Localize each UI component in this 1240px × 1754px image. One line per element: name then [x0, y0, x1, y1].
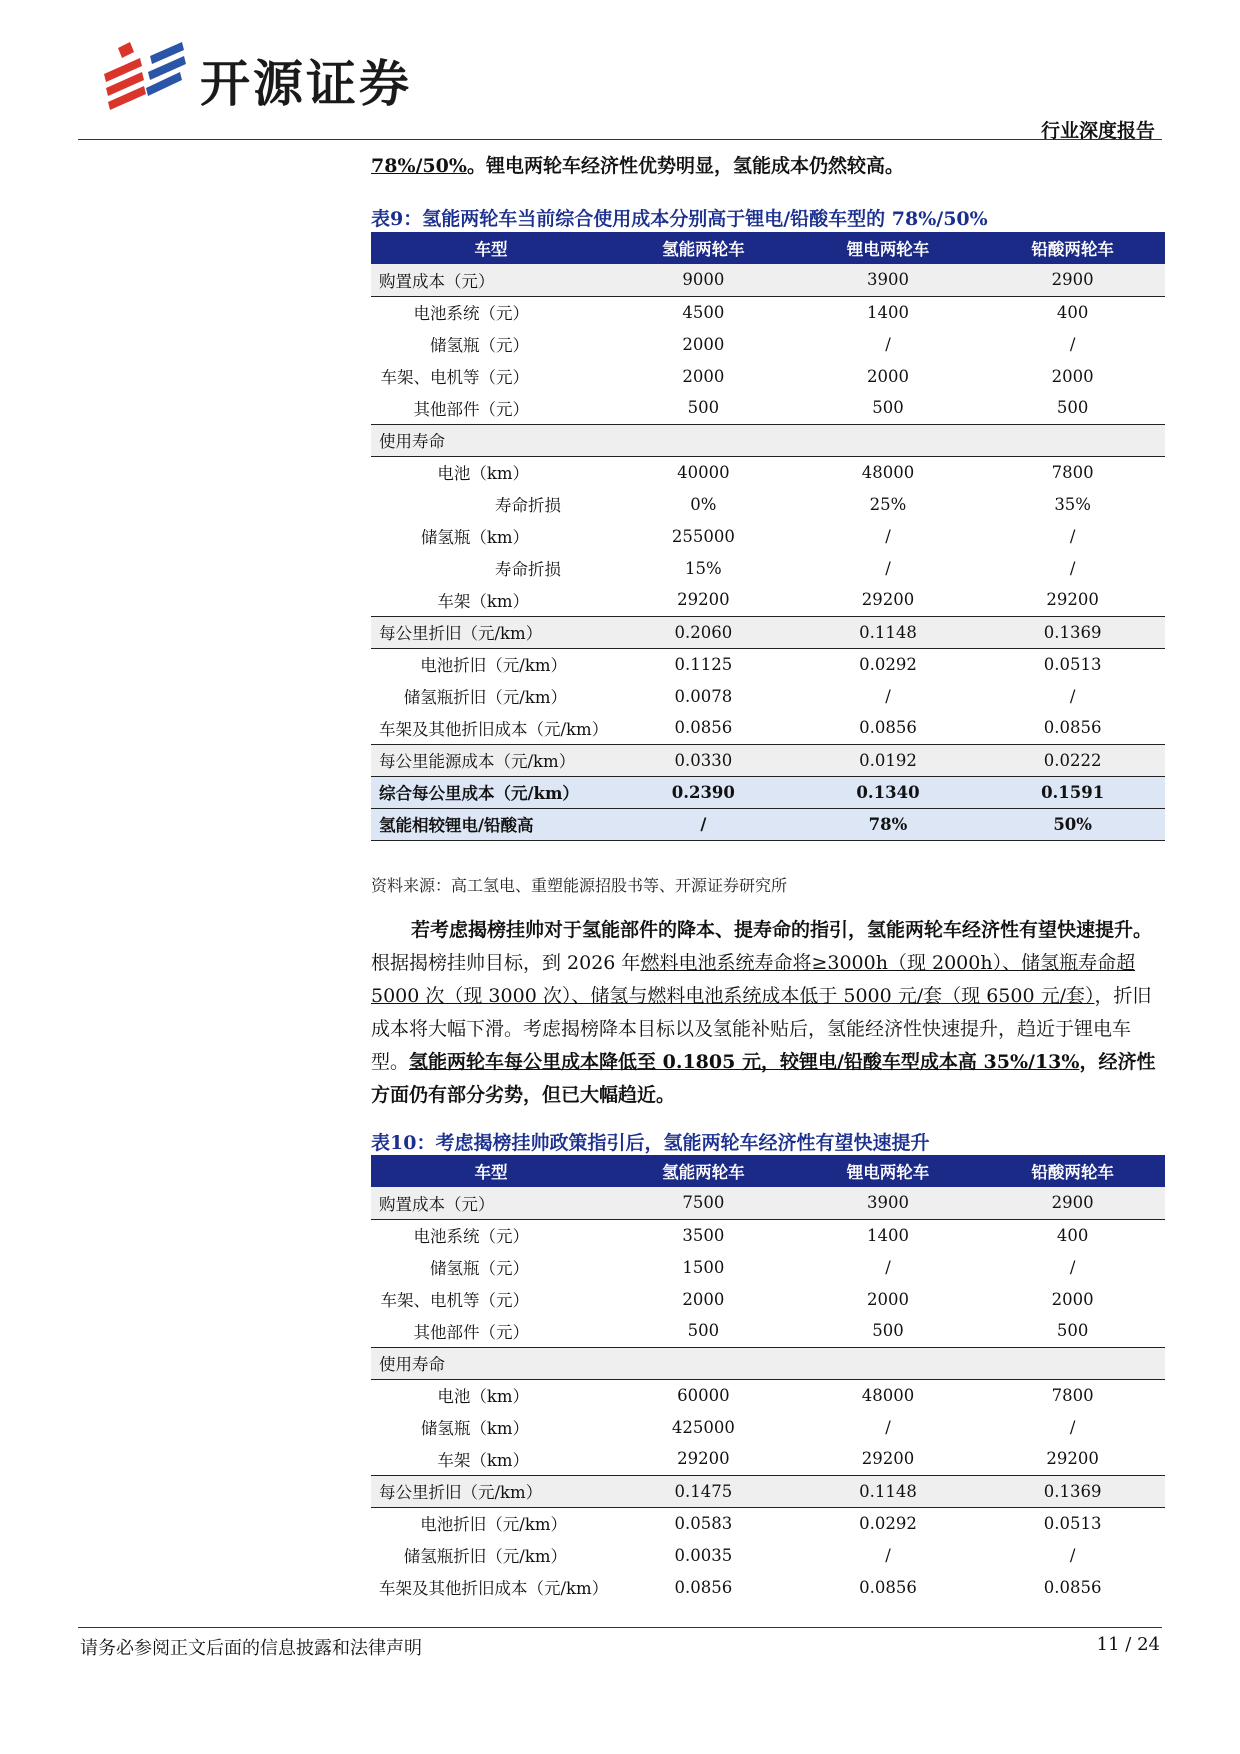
table-cell: 0.1369 [980, 1475, 1165, 1507]
brand-name: 开源证券 [200, 55, 412, 113]
table-cell: 0.1125 [674, 654, 733, 674]
table-row [371, 1539, 1165, 1571]
row-label: 车架、电机等（元） [380, 368, 529, 387]
table-cell: / [885, 1257, 891, 1277]
table-row [371, 328, 1165, 360]
row-label: 购置成本（元） [371, 1187, 611, 1219]
table9-source: 资料来源：高工氢电、重塑能源招股书等、开源证券研究所 [371, 876, 788, 895]
table-header-row [371, 232, 1165, 264]
row-label: 储氢瓶（km） [420, 528, 529, 547]
table-cell: 0.0078 [674, 686, 733, 706]
table-cell: 29200 [796, 584, 981, 616]
row-label: 使用寿命 [371, 424, 611, 456]
table-cell: 78% [796, 808, 981, 840]
table-cell: 0.0513 [1043, 654, 1102, 674]
table-cell: 0.0856 [796, 712, 981, 744]
column-header: 氢能两轮车 [611, 232, 796, 264]
table-cell: 7800 [1051, 1385, 1094, 1405]
table-cell: / [1069, 334, 1076, 354]
table-cell: 29200 [796, 1443, 981, 1475]
report-type: 行业深度报告 [1040, 120, 1155, 142]
table-cell: 2000 [866, 366, 909, 386]
row-label: 购置成本（元） [371, 264, 611, 296]
table-cell: / [885, 1417, 891, 1437]
table-cell: 2000 [682, 1289, 725, 1309]
table9-title: 表9：氢能两轮车当前综合使用成本分别高于锂电/铅酸车型的 78%/50% [371, 208, 988, 230]
table-row [371, 1443, 1165, 1475]
table-cell: 35% [1054, 494, 1091, 514]
table-row [371, 680, 1165, 712]
table-row [371, 584, 1165, 616]
table-row [371, 456, 1165, 488]
table-cell: 60000 [677, 1385, 730, 1405]
table-cell: 0.1369 [980, 616, 1165, 648]
table-cell: 0.1591 [980, 776, 1165, 808]
intro-highlight: 78%/50% [371, 155, 467, 177]
table-cell: 0.1148 [796, 616, 981, 648]
row-label: 寿命折损 [495, 496, 561, 515]
table-row [371, 1379, 1165, 1411]
table-cell: 25% [869, 494, 907, 514]
table-cell [980, 1347, 1165, 1379]
table-cell: 2000 [1051, 366, 1094, 386]
column-header: 铅酸两轮车 [980, 1155, 1165, 1187]
row-label: 氢能相较锂电/铅酸高 [371, 808, 611, 840]
table-cell: 400 [1056, 1225, 1089, 1245]
table-cell: 29200 [611, 584, 796, 616]
table-cell: 0.1475 [611, 1475, 796, 1507]
para-text-1: 根据揭榜挂帅目标，到 2026 年 [371, 952, 641, 974]
row-label: 储氢瓶折旧（元/km） [403, 688, 567, 707]
table-row [371, 1251, 1165, 1283]
row-label: 综合每公里成本（元/km） [371, 776, 611, 808]
row-label: 车架及其他折旧成本（元/km） [371, 712, 611, 744]
column-header: 车型 [371, 1155, 611, 1187]
row-label: 其他部件（元） [371, 1315, 611, 1347]
table-cell: 0.1340 [796, 776, 981, 808]
footer-divider [78, 1627, 1162, 1628]
intro-line [371, 150, 1165, 183]
table-cell: 400 [1056, 302, 1089, 322]
row-label: 储氢瓶（元） [430, 1259, 529, 1278]
row-label: 电池系统（元） [413, 1227, 529, 1247]
table-cell: 0.0330 [611, 744, 796, 776]
table-cell: 7800 [1051, 462, 1094, 482]
analysis-paragraph [371, 914, 1165, 1112]
row-label: 电池（km） [437, 1387, 529, 1407]
table-row [371, 520, 1165, 552]
table10 [371, 1155, 1165, 1603]
table-cell: 3900 [796, 264, 981, 296]
table-cell: 500 [796, 1315, 981, 1347]
table-cell: / [1069, 558, 1076, 578]
table-row [371, 296, 1165, 328]
row-label: 每公里折旧（元/km） [371, 1475, 611, 1507]
table-cell: 1500 [682, 1257, 725, 1277]
table-cell: 0.0856 [674, 1577, 733, 1597]
table-row [371, 648, 1165, 680]
para-text-2: ，折旧成本将大幅下滑。考虑揭榜降本目标以及氢能补贴后，氢能经济性快速提升，趋近于锂电车型。 [371, 985, 1152, 1073]
table-cell: 2000 [866, 1289, 909, 1309]
para-bold-end: 氢能两轮车每公里成本降低至 0.1805 元，较锂电/铅酸车型成本高 35%/13% [409, 1051, 1080, 1073]
table9 [371, 232, 1165, 841]
table-cell [796, 1347, 981, 1379]
table-cell: 0.0856 [1043, 1577, 1102, 1597]
table-cell [980, 424, 1165, 456]
table-row [371, 776, 1165, 808]
table-cell: 500 [796, 392, 981, 424]
table-cell: / [1069, 1417, 1076, 1437]
table-cell: 2000 [682, 334, 725, 354]
row-label: 储氢瓶（元） [430, 336, 529, 355]
table-cell: 0.0292 [859, 654, 917, 674]
table-cell: / [885, 1545, 891, 1565]
table-cell: / [1069, 526, 1076, 546]
table-cell: 2000 [1051, 1289, 1094, 1309]
table-cell: 2900 [980, 1187, 1165, 1219]
table-row [371, 1315, 1165, 1347]
table-row [371, 808, 1165, 840]
table-cell: 0.0292 [859, 1513, 917, 1533]
table-row [371, 1571, 1165, 1603]
column-header: 锂电两轮车 [796, 232, 981, 264]
table-cell [611, 424, 796, 456]
table-cell: 425000 [671, 1417, 735, 1437]
column-header: 车型 [371, 232, 611, 264]
table-cell: 40000 [677, 462, 730, 482]
column-header: 氢能两轮车 [611, 1155, 796, 1187]
table-cell: / [1069, 1257, 1076, 1277]
page-number: 11 / 24 [1096, 1634, 1160, 1655]
table-cell: 0.0192 [796, 744, 981, 776]
row-label: 电池折旧（元/km） [420, 656, 567, 676]
table-cell: 3900 [796, 1187, 981, 1219]
row-label: 电池（km） [437, 464, 529, 484]
table-cell: 500 [980, 1315, 1165, 1347]
table-cell: 1400 [866, 1225, 909, 1245]
table-cell: 15% [684, 558, 722, 578]
table-cell: 500 [980, 392, 1165, 424]
table-cell: / [885, 334, 891, 354]
row-label: 使用寿命 [371, 1347, 611, 1379]
table-cell: 0.1148 [796, 1475, 981, 1507]
table-row [371, 1347, 1165, 1379]
table-cell: 7500 [611, 1187, 796, 1219]
table-cell: 0% [690, 494, 717, 514]
column-header: 铅酸两轮车 [980, 232, 1165, 264]
table-cell: 0.2060 [611, 616, 796, 648]
table-cell [796, 424, 981, 456]
table-cell: 500 [611, 392, 796, 424]
table-row [371, 744, 1165, 776]
table-cell: 0.2390 [611, 776, 796, 808]
row-label: 车架（km） [371, 1443, 611, 1475]
table-cell: 48000 [861, 462, 915, 482]
table-cell: 0.0513 [1043, 1513, 1102, 1533]
table-cell: 29200 [611, 1443, 796, 1475]
table-row [371, 1219, 1165, 1251]
intro-text: 。锂电两轮车经济性优势明显，氢能成本仍然较高。 [466, 155, 904, 177]
row-label: 寿命折损 [495, 560, 561, 579]
table-row [371, 1507, 1165, 1539]
table-cell: / [885, 558, 891, 578]
header-divider [78, 139, 1162, 140]
row-label: 每公里能源成本（元/km） [371, 744, 611, 776]
table-row [371, 1283, 1165, 1315]
table-row [371, 552, 1165, 584]
footer-disclaimer: 请务必参阅正文后面的信息披露和法律声明 [80, 1638, 422, 1659]
table-cell: 500 [611, 1315, 796, 1347]
table-cell: 29200 [980, 1443, 1165, 1475]
table-row [371, 616, 1165, 648]
row-label: 储氢瓶折旧（元/km） [403, 1547, 567, 1566]
table-cell: 1400 [866, 302, 909, 322]
table-cell: 29200 [980, 584, 1165, 616]
table-cell: 48000 [861, 1385, 915, 1405]
table-cell: 50% [980, 808, 1165, 840]
table-cell: 255000 [671, 526, 735, 546]
table-cell: 0.0583 [674, 1513, 733, 1533]
table-cell: 2000 [682, 366, 725, 386]
table-cell: 9000 [611, 264, 796, 296]
table-cell: / [611, 808, 796, 840]
row-label: 车架（km） [371, 584, 611, 616]
table-row [371, 264, 1165, 296]
row-label: 车架、电机等（元） [380, 1291, 529, 1310]
table-cell: 0.0035 [674, 1545, 733, 1565]
table-header-row [371, 1155, 1165, 1187]
table-cell: 3500 [682, 1225, 725, 1245]
para-bold-lead: 若考虑揭榜挂帅对于氢能部件的降本、提寿命的指引，氢能两轮车经济性有望快速提升。 [411, 919, 1153, 941]
company-logo-icon [100, 38, 190, 112]
table10-title: 表10：考虑揭榜挂帅政策指引后，氢能两轮车经济性有望快速提升 [371, 1132, 930, 1154]
row-label: 每公里折旧（元/km） [371, 616, 611, 648]
table-cell [611, 1347, 796, 1379]
table-row [371, 712, 1165, 744]
table-row [371, 1411, 1165, 1443]
table-cell: 4500 [682, 302, 725, 322]
table-cell: 0.0856 [980, 712, 1165, 744]
table-row [371, 1475, 1165, 1507]
para-underlined: 燃料电池系统寿命将≥3000h（现 2000h）、储氢瓶寿命超 5000 次（现 3000 次）、储氢与燃料电池系统成本低于 5000 元/套（现 6500 元/套） [371, 952, 1136, 1007]
table-row [371, 1187, 1165, 1219]
table-cell: 0.0856 [611, 712, 796, 744]
table-cell: / [885, 686, 891, 706]
para-text-3: ，经济性方面仍有部分劣势，但已大幅趋近。 [371, 1051, 1156, 1106]
table-cell: / [1069, 686, 1076, 706]
row-label: 电池折旧（元/km） [420, 1515, 567, 1535]
table-cell: 2900 [980, 264, 1165, 296]
table-cell: / [1069, 1545, 1076, 1565]
table-row [371, 360, 1165, 392]
table-cell: 0.0856 [859, 1577, 917, 1597]
table-row [371, 488, 1165, 520]
row-label: 电池系统（元） [413, 304, 529, 324]
table-cell: 0.0222 [980, 744, 1165, 776]
row-label: 车架及其他折旧成本（元/km） [379, 1579, 609, 1598]
table-row [371, 392, 1165, 424]
table-cell: / [885, 526, 891, 546]
table-row [371, 424, 1165, 456]
column-header: 锂电两轮车 [796, 1155, 981, 1187]
row-label: 其他部件（元） [371, 392, 611, 424]
row-label: 储氢瓶（km） [420, 1419, 529, 1438]
